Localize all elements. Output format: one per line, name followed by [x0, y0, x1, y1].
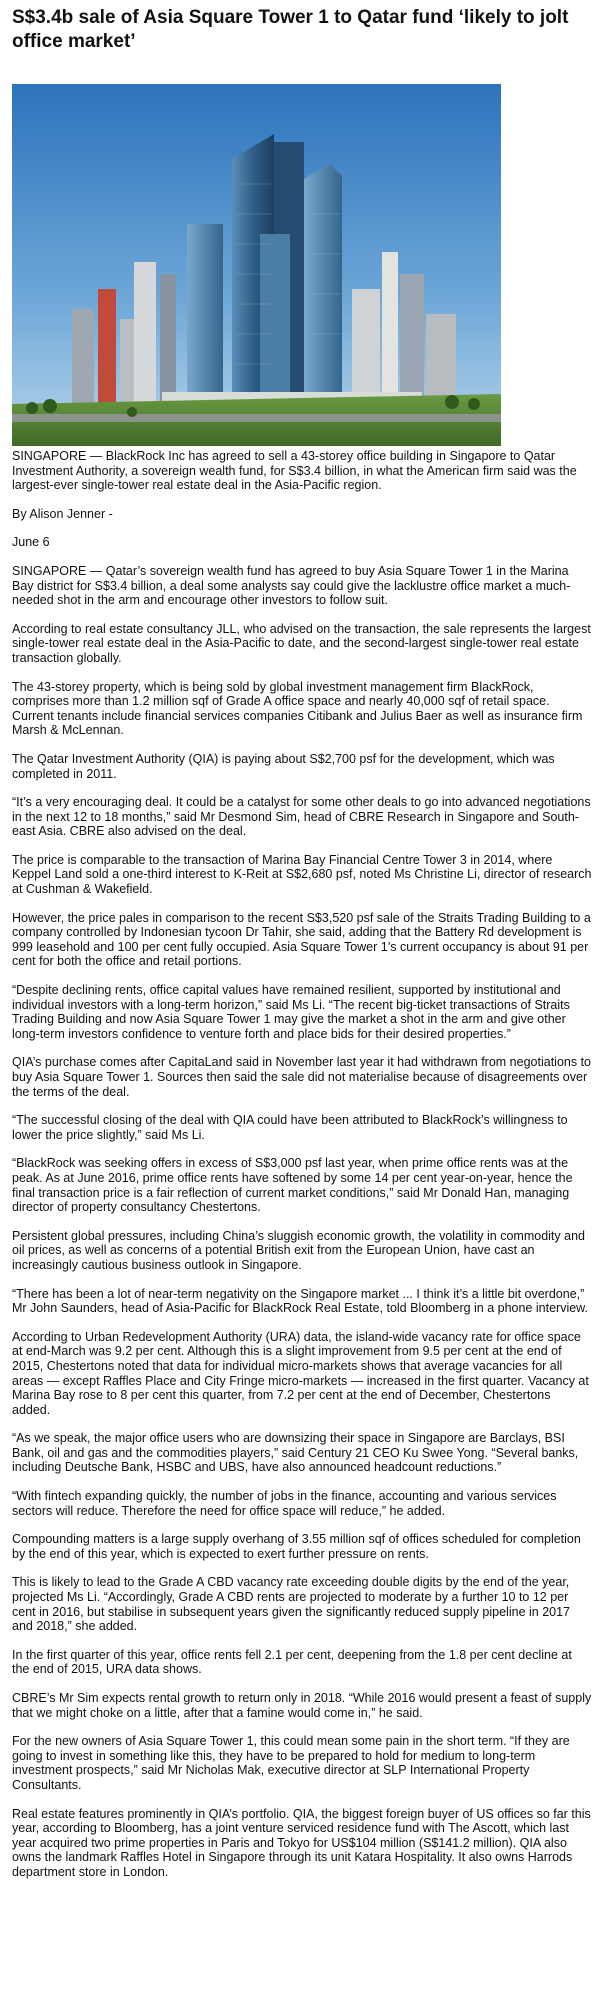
building: [352, 289, 380, 404]
paragraph: The price is comparable to the transaction of Marina Bay Financial Centre Tower 3 in 2014, where Keppel Land sold a one-third interest to K-Reit at S$2,680 psf, noted Ms Christine Li, director of research at Cushman & Wakefield.: [12, 852, 592, 897]
building: [98, 289, 116, 404]
paragraph: SINGAPORE — Qatar’s sovereign wealth fund has agreed to buy Asia Square Tower 1 in the Marina Bay district for S$3.4 billion, a deal some analysts say could give the lacklustre office market a much-needed shot in the arm and encourage other investors to follow suit.: [12, 563, 571, 608]
paragraph: The 43-storey property, which is being sold by global investment management firm BlackRock, comprises more than 1.2 million sqf of Grade A office space and nearly 40,000 sqf of retail space. Current tenants include financial services companies Citibank and Julius Baer as well as insurance firm Marsh & McLennan.: [12, 679, 583, 738]
building: [382, 252, 398, 404]
paragraph: Compounding matters is a large supply overhang of 3.55 million sqf of offices scheduled for completion by the end of this year, which is expected to exert further pressure on rents.: [12, 1532, 581, 1561]
paragraph: QIA’s purchase comes after CapitaLand said in November last year it had withdrawn from negotiations to buy Asia Square Tower 1. Sources then said the sale did not materialise because of disagreements over the terms of the deal.: [12, 1055, 591, 1099]
paragraph: CBRE’s Mr Sim expects rental growth to return only in 2018. “While 2016 would present a feast of supply that we might choke on a little, after that a famine would come in,” he said.: [12, 1691, 592, 1720]
article-date: June 6: [12, 535, 50, 550]
paragraph: However, the price pales in comparison to the recent S$3,520 psf sale of the Straits Trading Building to a company controlled by Indonesian tycoon Dr Tahir, she said, adding that the Battery Rd development is 999 leasehold and 100 per cent fully occupied. Asia Square Tower 1’s current occupancy is about 91 per cent for both the office and retail portions.: [12, 910, 591, 969]
article-lede: SINGAPORE — BlackRock Inc has agreed to sell a 43-storey office building in Singapore to Qatar Investment Authority, a sovereign wealth fund, for S$3.4 billion, in what the American firm said was the largest-ever single-tower real estate deal in the Asia-Pacific region.: [12, 449, 577, 493]
road: [12, 414, 501, 422]
paragraph: The Qatar Investment Authority (QIA) is paying about S$2,700 psf for the development, which was completed in 2011.: [12, 751, 555, 781]
paragraph: Real estate features prominently in QIA’s portfolio. QIA, the biggest foreign buyer of US offices so far this year, according to Bloomberg, has a joint venture serviced residence fund with The Ascott, which last year acquired two prime properties in Paris and Tokyo for US$104 million (S$141.2 million). QIA also owns the landmark Raffles Hotel in Singapore through its unit Katara Hospitality. It also owns Harrods department store in London.: [12, 1806, 591, 1879]
article-byline: By Alison Jenner -: [12, 506, 113, 521]
paragraph: According to Urban Redevelopment Authority (URA) data, the island-wide vacancy rate for office space at end-March was 9.2 per cent. Although this is a slight improvement from 9.5 per cent at the end of 2015, Chestertons noted that data for individual micro-markets shows that average vacancies for all areas — except Raffles Place and City Fringe micro-markets — increased in the first quarter. Vacancy at Marina Bay rose to 8 per cent this quarter, from 7.2 per cent at the end of December, Chestertons added.: [12, 1329, 589, 1417]
paragraph: “As we speak, the major office users who are downsizing their space in Singapore are Barclays, BSI Bank, oil and gas and the commodities players,” said Century 21 CEO Ku Swee Yong. “Several banks, including Deutsche Bank, HSBC and UBS, have also announced headcount reductions.”: [12, 1431, 579, 1475]
building: [134, 262, 156, 404]
article-body: [12, 449, 592, 1894]
paragraph: “With fintech expanding quickly, the number of jobs in the finance, accounting and various services sectors will reduce. Therefore the need for office space will reduce,” he added.: [12, 1489, 557, 1518]
paragraph: “BlackRock was seeking offers in excess of S$3,000 psf last year, when prime office rents was at the peak. As at June 2016, prime office rents have softened by some 14 per cent year-on-year, hence the final transaction price is a fair reflection of current market conditions,” said Mr Donald Han, managing director of property consultancy Chestertons.: [12, 1156, 573, 1215]
tower-third: [260, 234, 290, 414]
paragraph: For the new owners of Asia Square Tower 1, this could mean some pain in the short term. “If they are going to invest in something like this, they have to be prepared to hold for medium to long-term investment prospects,” said Mr Nicholas Mak, executive director at SLP International Property Consultants.: [12, 1734, 570, 1792]
paragraph: Persistent global pressures, including China’s sluggish economic growth, the volatility in commodity and oil prices, as well as concerns of a potential British exit from the European Union, have cast an increasingly cautious business outlook in Singapore.: [12, 1228, 585, 1272]
building: [400, 274, 424, 404]
building: [160, 274, 176, 404]
building: [426, 314, 456, 404]
tower-second: [304, 164, 342, 414]
paragraph: “It’s a very encouraging deal. It could be a catalyst for some other deals to go into advanced negotiations in the next 12 to 18 months,” said Mr Desmond Sim, head of CBRE Research in Singapore and South-east Asia. CBRE also advised on the deal.: [12, 795, 591, 839]
tower-left: [187, 224, 223, 404]
paragraph: In the first quarter of this year, office rents fell 2.1 per cent, deepening from the 1.8 per cent decline at the end of 2015, URA data shows.: [12, 1647, 572, 1677]
article-headline: S$3.4b sale of Asia Square Tower 1 to Qatar fund ‘likely to jolt office market’: [12, 7, 569, 52]
paragraph: “The successful closing of the deal with QIA could have been attributed to BlackRock’s willingness to lower the price slightly,” said Ms Li.: [12, 1113, 568, 1142]
paragraph: “There has been a lot of near-term negativity on the Singapore market ... I think it’s a little bit overdone,” Mr John Saunders, head of Asia-Pacific for BlackRock Real Estate, told Bloomberg in a phone interview.: [12, 1286, 588, 1316]
building: [72, 309, 94, 404]
article-photo: [12, 84, 501, 446]
paragraph: According to real estate consultancy JLL, who advised on the transaction, the sale represents the largest single-tower real estate deal in the Asia-Pacific to date, and the second-largest single-tower real estate transaction globally.: [12, 621, 591, 665]
skyline-image: [12, 84, 501, 446]
paragraph: “Despite declining rents, office capital values have remained resilient, supported by institutional and individual investors with a long-term horizon,” said Ms Li. “The recent big-ticket transactions of Straits Trading Building and now Asia Square Tower 1 may give the market a shot in the arm and give other long-term investors confidence to venture forth and place bids for their desired properties.”: [12, 983, 570, 1041]
paragraph: This is likely to lead to the Grade A CBD vacancy rate exceeding double digits by the end of the year, projected Ms Li. “Accordingly, Grade A CBD rents are projected to moderate by a further 10 to 12 per cent in 2016, but stabilise in subsequent years given the significantly reduced supply pipeline in 2017 and 2018,” she added.: [12, 1575, 571, 1634]
